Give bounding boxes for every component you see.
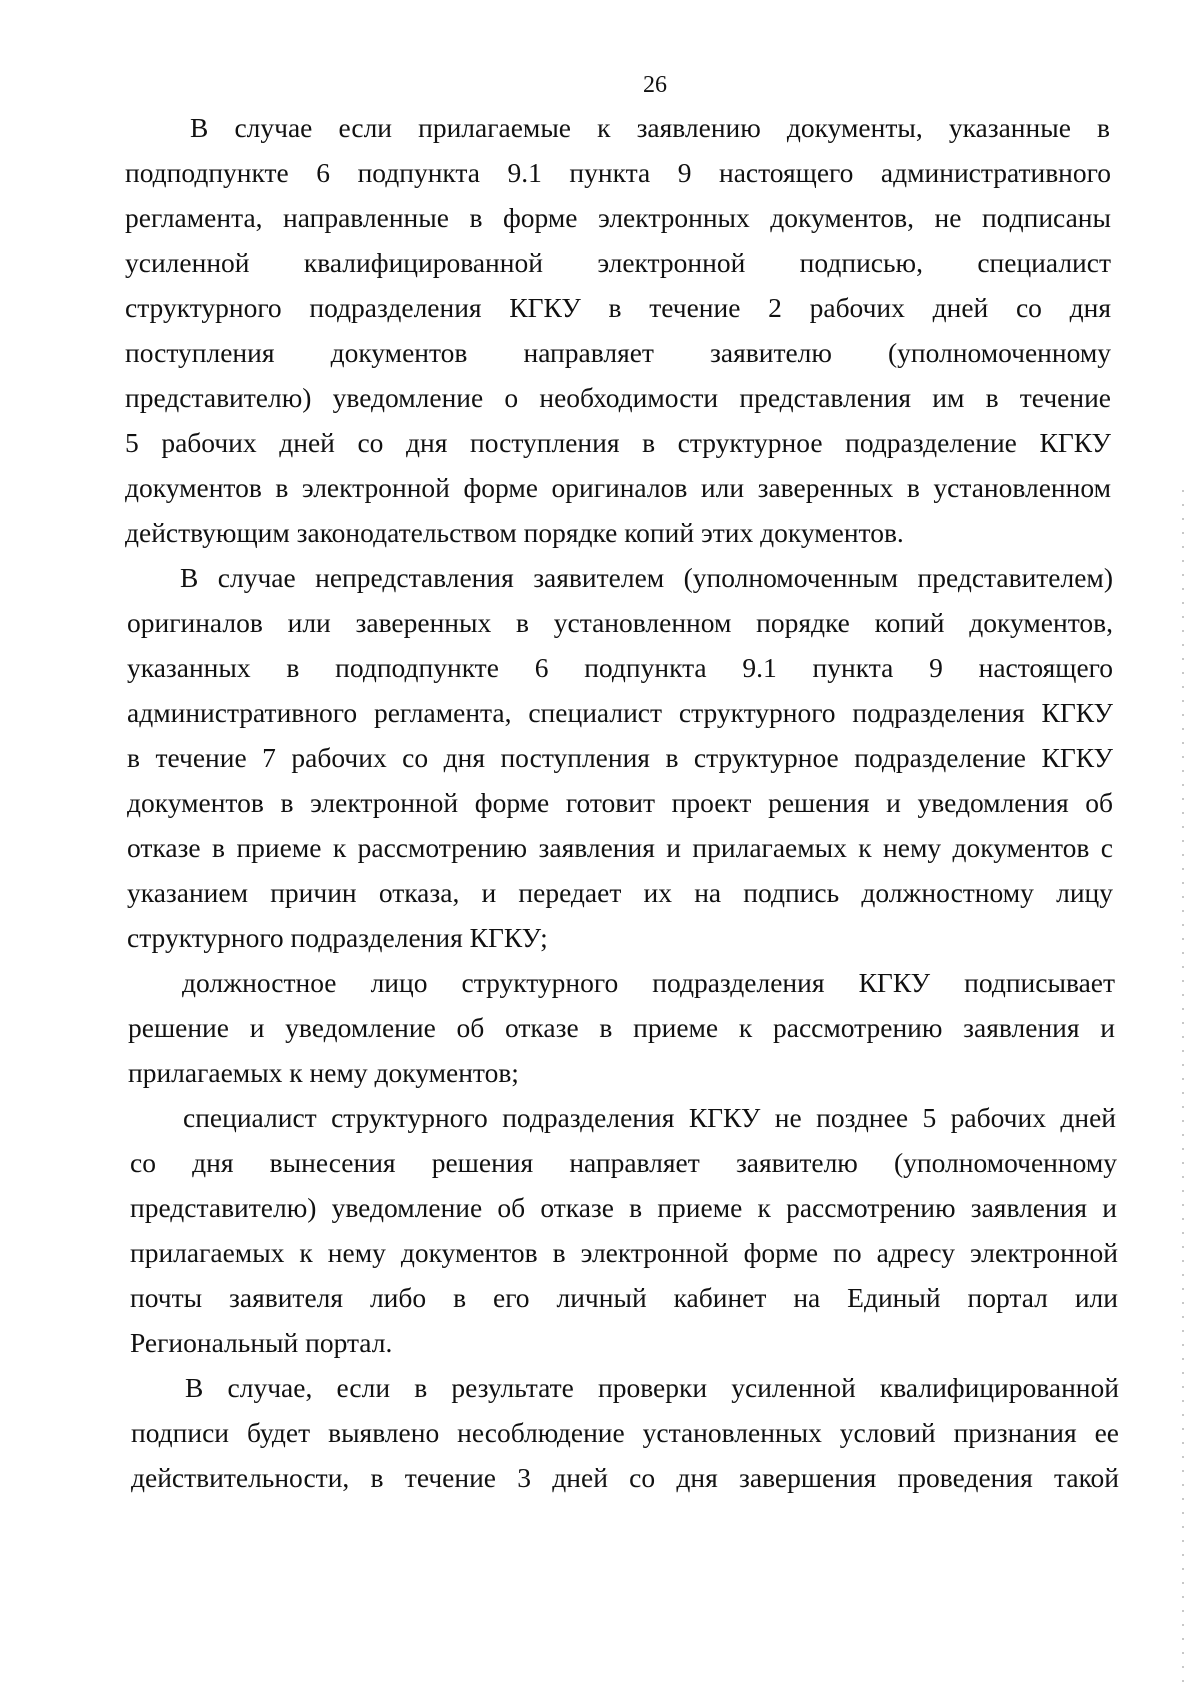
text-line: действительности, в течение 3 дней со дня завершения проведения такой — [131, 1462, 1119, 1493]
text-line: 5 рабочих дней со дня поступления в структурное подразделение КГКУ — [125, 427, 1111, 458]
text-line: усиленной квалифицированной электронной подписью, специалист — [125, 247, 1111, 278]
text-line: документов в электронной форме оригиналов или заверенных в установленном — [125, 472, 1111, 503]
text-line: оригиналов или заверенных в установленном порядке копий документов, — [127, 607, 1113, 638]
text-line: регламента, направленные в форме электронных документов, не подписаны — [125, 202, 1111, 233]
text-line: специалист структурного подразделения КГКУ не позднее 5 рабочих дней — [183, 1102, 1116, 1133]
text-line: почты заявителя либо в его личный кабинет на Единый портал или — [130, 1282, 1118, 1313]
text-line: в течение 7 рабочих со дня поступления в структурное подразделение КГКУ — [127, 742, 1113, 773]
text-line: Региональный портал. — [130, 1327, 393, 1358]
text-line: действующим законодательством порядке копий этих документов. — [125, 517, 904, 548]
text-line: представителю) уведомление об отказе в приеме к рассмотрению заявления и — [130, 1192, 1117, 1223]
text-line: В случае непредставления заявителем (уполномоченным представителем) — [180, 562, 1113, 593]
text-line: подписи будет выявлено несоблюдение установленных условий признания ее — [131, 1417, 1119, 1448]
text-line: представителю) уведомление о необходимости представления им в течение — [125, 382, 1111, 413]
text-line: указанных в подподпункте 6 подпункта 9.1 пункта 9 настоящего — [127, 652, 1113, 683]
text-line: подподпункте 6 подпункта 9.1 пункта 9 настоящего административного — [125, 157, 1111, 188]
text-line: структурного подразделения КГКУ; — [127, 922, 548, 953]
text-line: В случае если прилагаемые к заявлению документы, указанные в — [190, 112, 1110, 143]
text-line: прилагаемых к нему документов; — [128, 1057, 519, 1088]
text-line: поступления документов направляет заявителю (уполномоченному — [125, 337, 1111, 368]
text-line: указанием причин отказа, и передает их на подпись должностному лицу — [127, 877, 1113, 908]
text-line: отказе в приеме к рассмотрению заявления и прилагаемых к нему документов с — [127, 832, 1113, 863]
text-line: решение и уведомление об отказе в приеме к рассмотрению заявления и — [128, 1012, 1115, 1043]
text-line: должностное лицо структурного подразделения КГКУ подписывает — [182, 967, 1115, 998]
text-line: структурного подразделения КГКУ в течение 2 рабочих дней со дня — [125, 292, 1111, 323]
text-line: документов в электронной форме готовит проект решения и уведомления об — [127, 787, 1113, 818]
text-line: В случае, если в результате проверки усиленной квалифицированной — [185, 1372, 1119, 1403]
text-line: административного регламента, специалист структурного подразделения КГКУ — [127, 697, 1113, 728]
text-line: со дня вынесения решения направляет заявителю (уполномоченному — [130, 1147, 1117, 1178]
scan-margin-artifact — [1182, 490, 1184, 1690]
page-number: 26 — [643, 72, 667, 98]
text-line: прилагаемых к нему документов в электронной форме по адресу электронной — [130, 1237, 1118, 1268]
